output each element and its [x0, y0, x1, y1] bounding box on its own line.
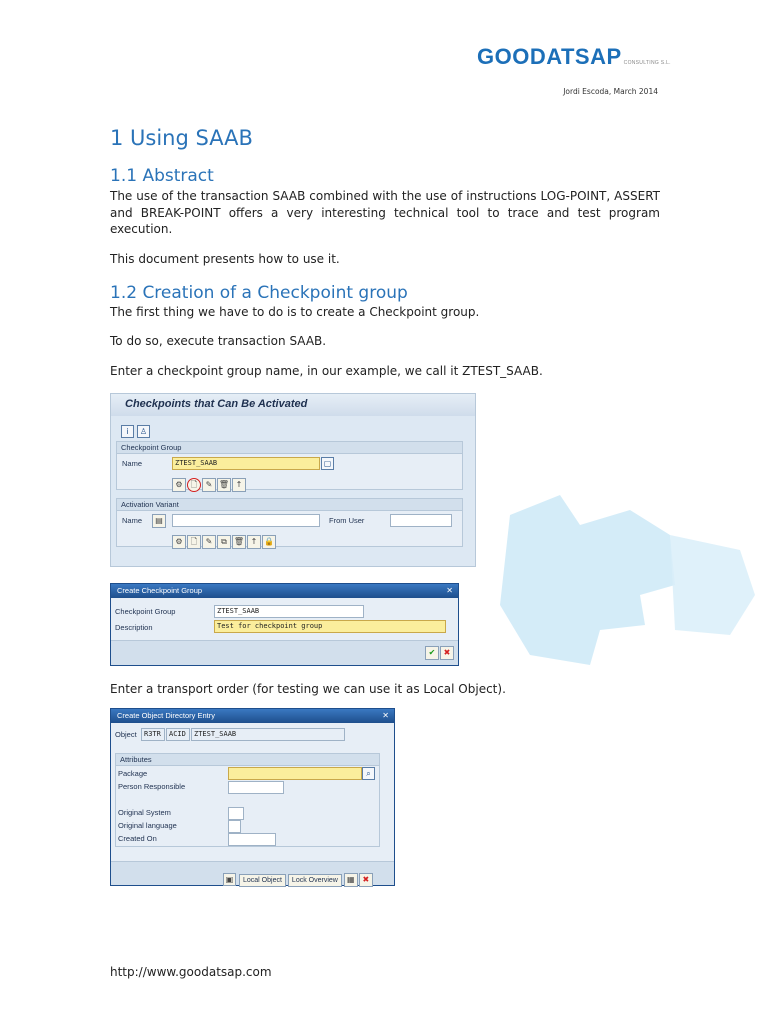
dialog-title: Create Checkpoint Group	[117, 586, 203, 595]
screen-title-bar	[111, 394, 475, 416]
created-on-field	[228, 833, 276, 846]
person-responsible-field	[228, 781, 284, 794]
created-on-label: Created On	[118, 834, 157, 843]
paragraph-first-thing: The first thing we have to do is to create a Checkpoint group.	[110, 305, 480, 319]
object-type: ACID	[166, 728, 190, 741]
screen-title: Checkpoints that Can Be Activated	[125, 398, 308, 410]
cancel-icon[interactable]: ✖	[440, 646, 454, 660]
company-logo	[477, 44, 671, 70]
attributes-box	[115, 753, 380, 847]
save-icon[interactable]: ▣	[223, 873, 236, 886]
dialog-footer	[111, 861, 394, 885]
close-icon[interactable]: ✕	[382, 711, 389, 720]
author-date: Jordi Escoda, March 2014	[563, 87, 658, 96]
logo-text: GOODATSAP	[477, 44, 622, 69]
create-object-directory-dialog	[110, 708, 395, 886]
paragraph-execute-saab: To do so, execute transaction SAAB.	[110, 334, 327, 348]
footer-url[interactable]: http://www.goodatsap.com	[110, 965, 272, 979]
screen-toolbar	[121, 419, 153, 438]
transport-icon[interactable]: ↑	[247, 535, 261, 549]
original-language-field	[228, 820, 241, 833]
abstract-paragraph-2: This document presents how to use it.	[110, 252, 340, 266]
variant-name-input[interactable]	[172, 514, 320, 527]
checkpoint-group-field[interactable]: ZTEST_SAAB	[214, 605, 364, 618]
thumbs-up-watermark-icon	[470, 455, 768, 715]
copy-icon[interactable]: ⧉	[217, 535, 231, 549]
attributes-title: Attributes	[116, 754, 379, 766]
original-system-field	[228, 807, 244, 820]
search-help-icon[interactable]: ⌕	[362, 767, 375, 780]
lock-icon[interactable]: 🔒	[262, 535, 276, 549]
object-name: ZTEST_SAAB	[191, 728, 345, 741]
name-label: Name	[122, 516, 143, 525]
display-icon[interactable]: ⚙	[172, 535, 186, 549]
original-system-label: Original System	[118, 808, 171, 817]
search-help-icon[interactable]: ▢	[321, 457, 334, 470]
overview-icon[interactable]: ▦	[344, 873, 358, 887]
transport-icon[interactable]: ↑	[232, 478, 246, 492]
checkpoint-group-box	[116, 441, 463, 490]
paragraph-enter-name: Enter a checkpoint group name, in our example, we call it ZTEST_SAAB.	[110, 364, 543, 378]
group-toolbar	[172, 472, 247, 492]
dialog-footer	[111, 640, 458, 665]
edit-icon[interactable]: ✎	[202, 478, 216, 492]
package-label: Package	[118, 769, 148, 778]
cancel-icon[interactable]: ✖	[359, 873, 373, 887]
close-icon[interactable]: ✕	[446, 586, 453, 595]
person-responsible-label: Person Responsible	[118, 782, 186, 791]
delete-icon[interactable]: 🗑	[232, 535, 246, 549]
paragraph-transport-order: Enter a transport order (for testing we can use it as Local Object).	[110, 682, 506, 696]
create-icon[interactable]: 🗋	[187, 535, 201, 549]
heading-checkpoint-group: 1.2 Creation of a Checkpoint group	[110, 283, 408, 303]
delete-icon[interactable]: 🗑	[217, 478, 231, 492]
local-object-button[interactable]: Local Object	[239, 874, 286, 887]
confirm-icon[interactable]: ✔	[425, 646, 439, 660]
abstract-paragraph: The use of the transaction SAAB combined with the use of instructions LOG-POINT, ASSERT and BREAK-POINT offers a very interesting technical tool to trace and test program execution.	[110, 189, 660, 236]
checkpoint-group-label: Checkpoint Group	[115, 607, 176, 616]
from-user-label: From User	[329, 516, 365, 525]
activation-variant-box	[116, 498, 463, 547]
heading-abstract: 1.1 Abstract	[110, 166, 214, 186]
original-language-label: Original language	[118, 821, 177, 830]
create-checkpoint-group-dialog	[110, 583, 459, 666]
variant-toolbar	[172, 529, 277, 549]
lock-overview-button[interactable]: Lock Overview	[288, 874, 342, 887]
group-title: Checkpoint Group	[117, 442, 462, 454]
sap-checkpoints-screen	[110, 393, 476, 567]
dialog-title: Create Object Directory Entry	[117, 711, 215, 720]
object-pgmid: R3TR	[141, 728, 165, 741]
name-label: Name	[122, 459, 143, 468]
description-label: Description	[115, 623, 153, 632]
dialog-title-bar	[111, 584, 458, 598]
variant-icon[interactable]: ▤	[152, 514, 166, 528]
dialog-title-bar	[111, 709, 394, 723]
user-icon[interactable]: ♙	[137, 425, 150, 438]
footer-buttons	[223, 867, 374, 887]
create-icon[interactable]: 🗋	[187, 478, 201, 492]
info-icon[interactable]: i	[121, 425, 134, 438]
description-input[interactable]: Test for checkpoint group	[214, 620, 446, 633]
section-heading-1: 1 Using SAAB	[110, 126, 253, 150]
display-icon[interactable]: ⚙	[172, 478, 186, 492]
edit-icon[interactable]: ✎	[202, 535, 216, 549]
package-input[interactable]	[228, 767, 362, 780]
checkpoint-name-input[interactable]: ZTEST_SAAB	[172, 457, 320, 470]
group-title: Activation Variant	[117, 499, 462, 511]
logo-subtext: CONSULTING S.L.	[623, 60, 671, 66]
from-user-input[interactable]	[390, 514, 452, 527]
object-label: Object	[115, 730, 137, 739]
